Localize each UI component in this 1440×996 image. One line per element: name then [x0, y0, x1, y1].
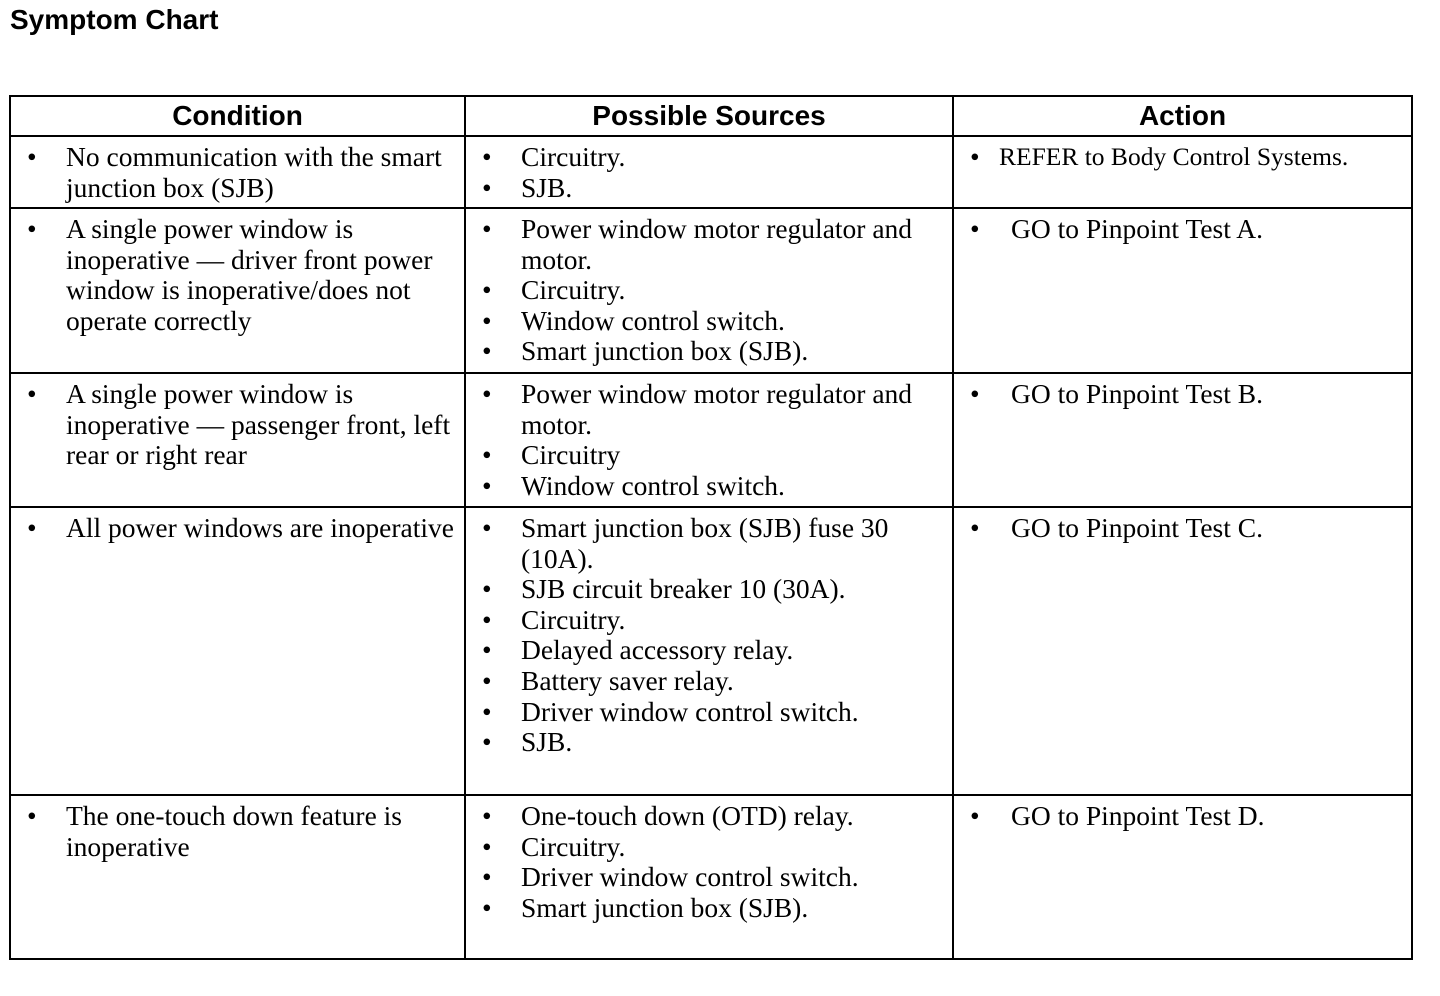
bullet: •: [27, 378, 37, 409]
sources-cell: [465, 208, 953, 373]
bullet: •: [482, 213, 492, 244]
action-item: • REFER to Body Control Systems.: [970, 141, 1349, 172]
condition-cell: [10, 208, 465, 373]
source-item: • Circuitry.: [482, 274, 626, 306]
bullet: •: [970, 141, 980, 172]
bullet: •: [482, 469, 492, 501]
bullet: •: [482, 335, 492, 367]
source-item: • Circuitry: [482, 439, 621, 471]
condition-item: • A single power window is inoperative — driver front power window is inoperative/does not operate correctly: [27, 213, 433, 336]
source-item: • One-touch down (OTD) relay.: [482, 800, 854, 831]
bullet: •: [482, 171, 492, 203]
source-item: • Delayed accessory relay.: [482, 634, 794, 666]
condition-item: • No communication with the smart junction box (SJB): [27, 141, 442, 203]
header-condition: Condition: [10, 96, 465, 136]
action-cell: [953, 373, 1412, 507]
condition-item: • All power windows are inoperative: [27, 512, 454, 543]
table-row: [10, 136, 1412, 208]
bullet: •: [482, 603, 492, 635]
sources-cell: [465, 136, 953, 208]
source-item: • Driver window control switch.: [482, 695, 859, 727]
bullet: •: [970, 378, 980, 409]
condition-item: • A single power window is inoperative — passenger front, left rear or right rear: [27, 378, 451, 471]
bullet: •: [482, 830, 492, 862]
source-item: • Smart junction box (SJB) fuse 30 (10A).: [482, 512, 889, 574]
sources-cell: [465, 373, 953, 507]
bullet: •: [482, 141, 492, 172]
source-item: • Driver window control switch.: [482, 861, 859, 893]
bullet: •: [27, 213, 37, 244]
bullet: •: [970, 512, 980, 543]
condition-cell: [10, 795, 465, 959]
action-cell: [953, 795, 1412, 959]
action-cell: [953, 136, 1412, 208]
sources-cell: [465, 795, 953, 959]
action-item: • GO to Pinpoint Test C.: [970, 512, 1263, 543]
bullet: •: [27, 512, 37, 543]
source-item: • Circuitry.: [482, 141, 626, 172]
bullet: •: [970, 213, 980, 244]
bullet: •: [482, 726, 492, 758]
symptom-chart-table: [9, 95, 1413, 960]
bullet: •: [482, 891, 492, 923]
bullet: •: [482, 439, 492, 471]
condition-cell: [10, 507, 465, 795]
source-item: • Power window motor regulator and motor.: [482, 213, 913, 275]
bullet: •: [482, 634, 492, 666]
source-item: • Power window motor regulator and motor.: [482, 378, 913, 440]
sources-cell: [465, 507, 953, 795]
bullet: •: [482, 512, 492, 543]
header-action: Action: [953, 96, 1412, 136]
bullet: •: [482, 800, 492, 831]
condition-cell: [10, 136, 465, 208]
source-item: • SJB.: [482, 171, 573, 203]
action-item: • GO to Pinpoint Test B.: [970, 378, 1263, 409]
source-item: • Circuitry.: [482, 603, 626, 635]
bullet: •: [482, 304, 492, 336]
header-possible-sources: Possible Sources: [465, 96, 953, 136]
source-item: • SJB circuit breaker 10 (30A).: [482, 573, 846, 605]
bullet: •: [27, 800, 37, 831]
page-title: Symptom Chart: [10, 4, 219, 35]
condition-cell: [10, 373, 465, 507]
source-item: • SJB.: [482, 726, 573, 758]
source-item: • Smart junction box (SJB).: [482, 891, 809, 923]
source-item: • Smart junction box (SJB).: [482, 335, 809, 367]
bullet: •: [482, 274, 492, 306]
bullet: •: [482, 573, 492, 605]
table-row: [10, 795, 1412, 959]
action-item: • GO to Pinpoint Test D.: [970, 800, 1265, 831]
table-row: [10, 507, 1412, 795]
action-cell: [953, 507, 1412, 795]
source-item: • Window control switch.: [482, 469, 785, 501]
source-item: • Battery saver relay.: [482, 664, 734, 696]
action-cell: [953, 208, 1412, 373]
table-row: [10, 373, 1412, 507]
action-item: • GO to Pinpoint Test A.: [970, 213, 1263, 244]
bullet: •: [482, 861, 492, 893]
bullet: •: [970, 800, 980, 831]
table-row: [10, 208, 1412, 373]
bullet: •: [482, 695, 492, 727]
header-row: [10, 96, 1412, 136]
source-item: • Window control switch.: [482, 304, 785, 336]
bullet: •: [482, 664, 492, 696]
condition-item: • The one-touch down feature is inoperative: [27, 800, 402, 862]
bullet: •: [482, 378, 492, 409]
source-item: • Circuitry.: [482, 830, 626, 862]
bullet: •: [27, 141, 37, 172]
